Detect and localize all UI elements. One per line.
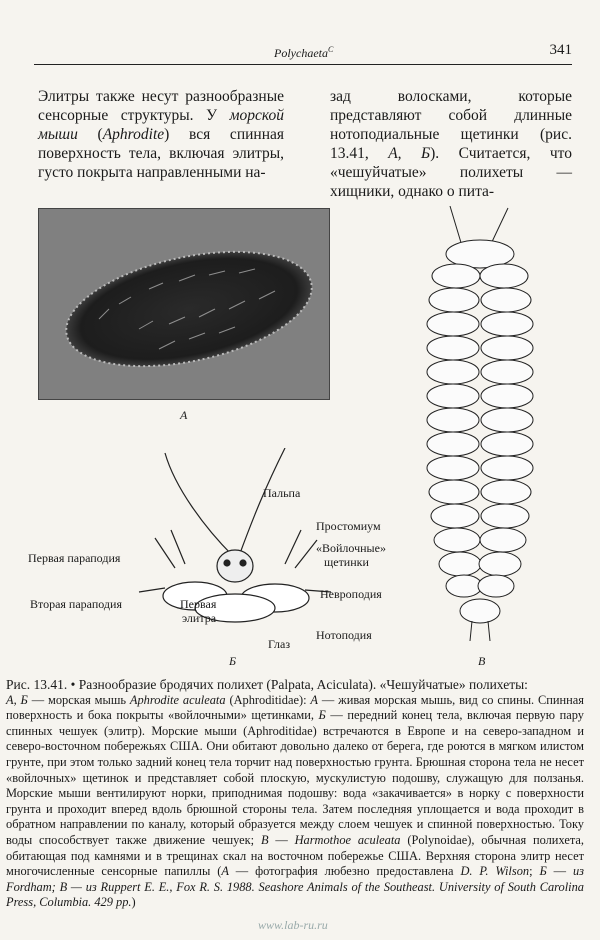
label-felt-setae-1: «Войлочные» [316,541,386,555]
page-number: 341 [549,42,572,58]
label-notopodium: Нотоподия [316,628,372,642]
figure-label-b: Б [229,654,237,668]
label-second-parapodium: Вторая параподия [30,597,122,611]
figure-a-photo [38,208,330,400]
label-first-parapodium: Первая параподия [28,551,121,565]
figure-b-anterior-drawing [135,448,335,648]
text-column-left [38,87,284,182]
figure-caption [6,677,584,911]
figure-v-scale-worm-drawing [420,206,540,646]
label-palpa: Пальпа [263,486,301,500]
caption-head: Рис. 13.41. • Разнообразие бродячих полихет (Palpata, Aciculata). «Чешуйчатые» полихеты: [6,677,528,692]
label-felt-setae-2: щетинки [324,555,369,569]
running-title: Polychaeta$^C$ [274,45,334,60]
paragraph: зад волосками, которые представляют собой длинные нотоподиальные щетинки (рис. 13.41, А, Б). Считается, что «чешуйчатые» полихеты — хищники, однако о пита- [330,88,572,200]
label-first-elytron-2: элитра [182,611,217,625]
text-column-right [330,87,572,201]
label-neuropodium: Невроподия [320,587,382,601]
label-first-elytron-1: Первая [180,597,217,611]
label-eye: Глаз [268,637,291,651]
figure-label-v: В [478,654,486,668]
label-prostomium: Простомиум [316,519,381,533]
watermark: www.lab-ru.ru [258,918,328,932]
sea-mouse-photo [39,209,329,399]
figure-label-a: А [180,408,188,422]
caption-body: А, Б — морская мышь Aphrodite aculeata (Aphroditidae): А — живая морская мышь, вид со спины. Спинная поверхность и бока покрыты «войлочными» щетинками, Б — передний конец тела, включая первую пару спинных чешуек (элитр). Морские мыши (Aphroditidae) встречаются в Европе и на северо-западном и северо-восточном побережьях США. Они обитают довольно далеко от берега, где роются в мягком илистом грунте, при этом только задний конец тела торчит над поверхностью грунта. Брюшная сторона тела не несет «войлочных» щетинок и представляет собой плоскую, мускулистую подошву, служащую для ползанья. Морские мыши вентилируют норки, приподнимая подошву: вода «закачивается» в норку с поверхности грунта и проходит вперед вдоль брюшной стороны тела. Затем последняя уплощается и вода проходит в обратном направлении по каналу, который образуется между слоем чешуек и спинной поверхностью. Току воды способствует также движение чешуек; В — Harmothoe aculeata (Polynoidae), обычная полихета, обитающая под камнями и в трещинах скал на восточном побережье США. Верхняя сторона элитр несет многочисленные сенсорные папиллы (А — фотография любезно предоставлена D. P. Wilson; Б — из Fordham; В — из Ruppert E. E., Fox R. S. 1988. Seashore Animals of the Southeast. University of South Carolina Press, Columbia. 429 pp.) [6,692,584,910]
paragraph: Элитры также несут разнообразные сенсорные структуры. У морской мыши (Aphrodite) вся спинная поверхность тела, включая элитры, густо покрыта направленными на- [38,88,285,181]
page-header [34,42,572,65]
